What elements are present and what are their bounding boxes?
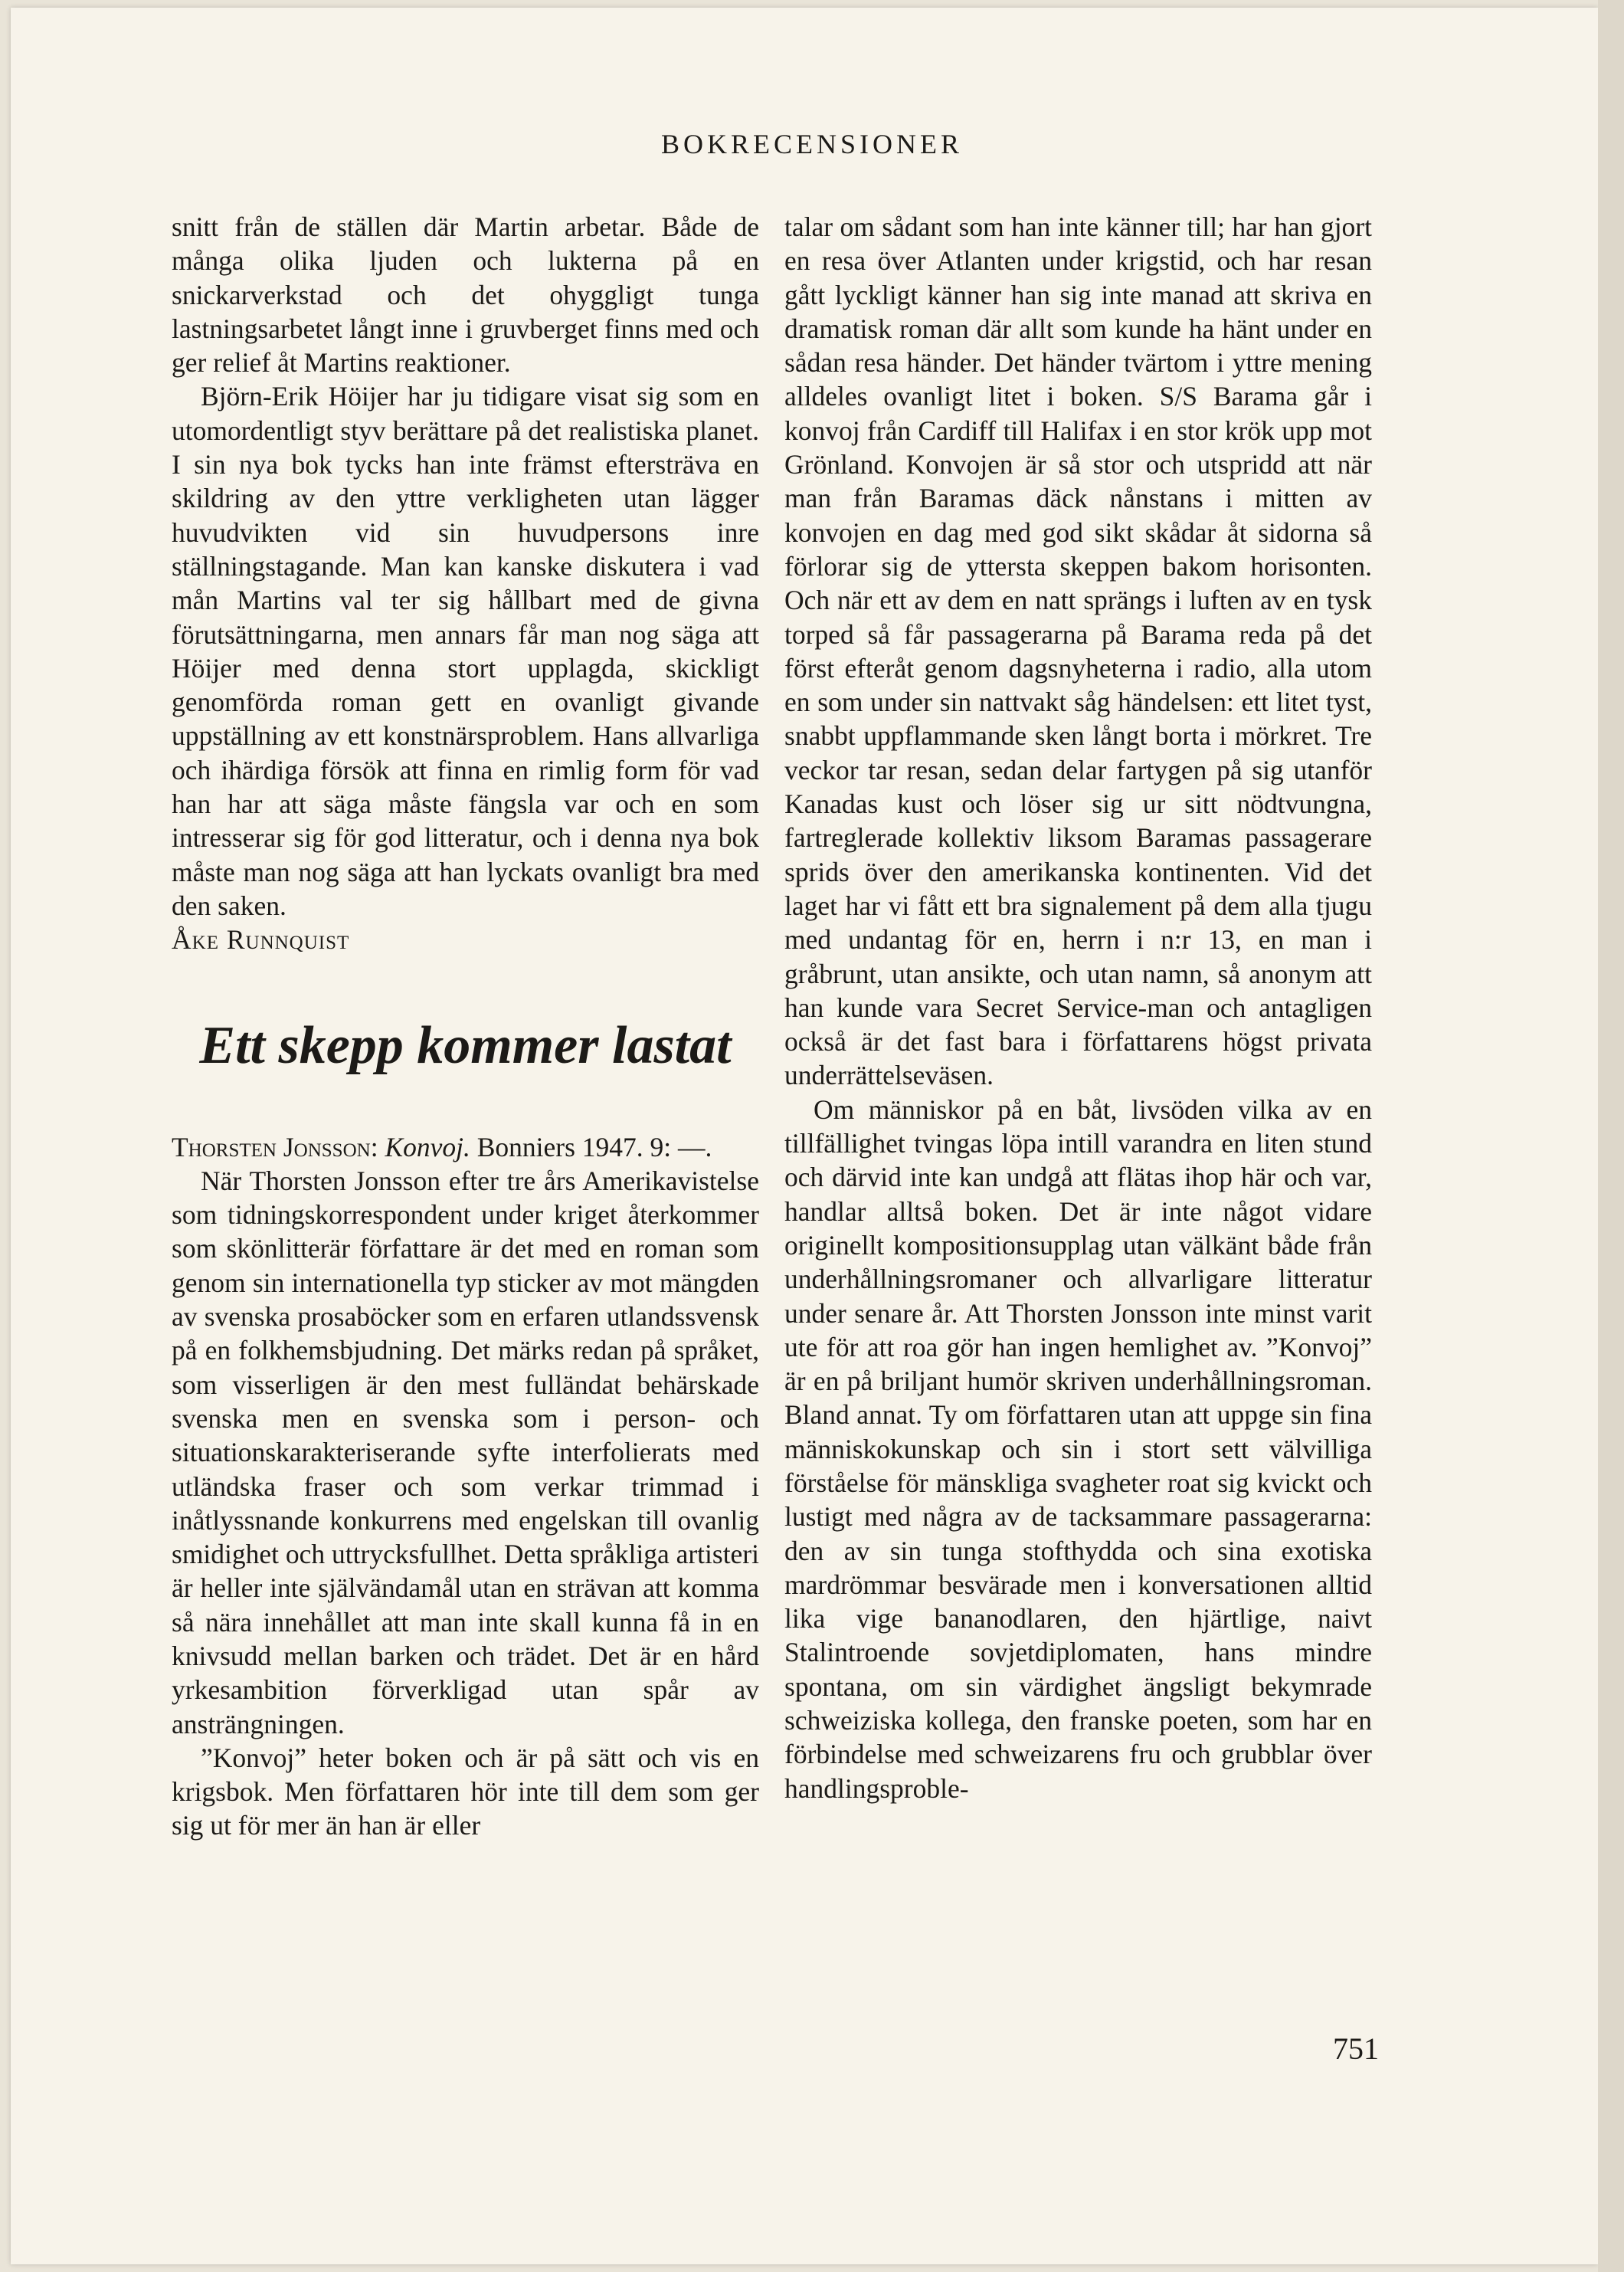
page-edge [1598, 0, 1624, 2272]
left-column [172, 210, 759, 1843]
right-column [784, 210, 1372, 1805]
bibliography-author: Thorsten Jonsson [172, 1131, 371, 1162]
bibliography-book: Konvoj. [385, 1131, 470, 1162]
running-head: BOKRECENSIONER [660, 129, 964, 159]
left-paragraph-1: snitt från de ställen där Martin arbetar. Både de många olika ljuden och lukterna på en snickarverkstad och det ohyggligt tunga lastningsarbetet långt inne i gruvberget finns med och ger relief åt Martins reaktioner. [172, 211, 759, 379]
bibliography-colon: : [370, 1131, 385, 1162]
left-paragraph-4: ”Konvoj” heter boken och är på sätt och vis en krigsbok. Men författaren hör inte till dem som ger sig ut för mer än han är eller [172, 1742, 759, 1841]
left-paragraph-2: Björn-Erik Höijer har ju tidigare visat sig som en utomordentligt styv berättare på det realistiska planet. I sin nya bok tycks han inte främst eftersträva en skildring av den yttre verkligheten utan lägger huvudvikten vid sin huvudpersons inre ställningstagande. Man kan kanske diskutera i vad mån Martins val ter sig hållbart med de givna förutsättningarna, men annars får man nog säga att Höijer med denna stort upplagda, skickligt genomförda roman gett en ovanligt givande uppställning av ett konstnärsproblem. Hans allvarliga och ihärdiga försök att finna en rimlig form för vad han har att säga måste fängsla var och en som intresserar sig för god litteratur, och i denna nya bok måste man nog säga att han lyckats ovanligt bra med den saken. [172, 381, 759, 921]
page-number: 751 [1333, 2031, 1379, 2066]
review-signature: Åke Runnquist [172, 924, 350, 956]
review-title: Ett skepp kommer lastat [199, 1015, 732, 1075]
bibliography-rest: Bonniers 1947. 9: —. [470, 1131, 712, 1162]
left-paragraph-3: När Thorsten Jonsson efter tre års Amerikavistelse som tidningskorrespondent under kriget återkommer som skönlitterär författare är det med en roman som genom sin internationella typ sticker av mot mängden av svenska prosaböcker som en erfaren utlandssvensk på en folkhemsbjudning. Det märks redan på språket, som visserligen är den mest fulländat behärskade svenska men en svenska som i person- och situationskarakteriserande syfte interfolierats med utländska fraser och som verkar trimmad i inåtlyssnande konkurrens med engelskan till ovanlig smidighet och uttrycksfullhet. Detta språkliga artisteri är heller inte självändamål utan en strävan att komma så nära innehållet att man inte skall kunna få in en knivsudd mellan barken och trädet. Det är en hård yrkesambition förverkligad utan spår av ansträngningen. [172, 1165, 759, 1739]
right-paragraph-2: Om människor på en båt, livsöden vilka av en tillfällighet tvingas löpa intill varandra en liten stund och därvid inte kan undgå att flätas ihop här och var, handlar alltså boken. Det är inte något vidare originellt kompositionsupplag utan välkänt både från underhållningsromaner och allvarligare litteratur under senare år. Att Thorsten Jonsson inte minst varit ute för att roa gör han ingen hemlighet av. ”Konvoj” är en på briljant humör skriven underhållningsroman. Bland annat. Ty om författaren utan att uppge sin fina människokunskap och sin i stort sett välvilliga förståelse för mänskliga svagheter roat sig kvickt och lustigt med några av de tacksammare passagerarna: den av sin tunga stofthydda och sina exotiska mardrömmar besvärade men i konversationen alltid lika vige bananodlaren, den hjärtlige, naivt Stalintroende sovjetdiplomaten, hans mindre spontana, om sin värdighet ängsligt bekymrade schweiziska kollega, den franske poeten, som har en förbindelse med schweizarens fru och grubblar över handlingsproble- [784, 1093, 1372, 1804]
bibliography [172, 1130, 759, 1164]
right-paragraph-1: talar om sådant som han inte känner till; har han gjort en resa över Atlanten under krigstid, och har resan gått lyckligt känner han sig inte manad att skriva en dramatisk roman där allt som kunde ha hänt under en sådan resa händer. Det händer tvärtom i yttre mening alldeles ovanligt litet i boken. S/S Barama går i konvoj från Cardiff till Halifax i en stor krök upp mot Grönland. Konvojen är så stor och utspridd att när man från Baramas däck nånstans i mitten av konvojen en dag med god sikt skådar åt sidorna så förlorar sig de yttersta skeppen bakom horisonten. Och när ett av dem en natt sprängs i luften av en tysk torped så får passagerarna på Barama reda på det först efteråt genom dagsnyheterna i radio, alla utom en som under sin nattvakt såg händelsen: ett litet tyst, snabbt uppflammande sken långt borta i mörkret. Tre veckor tar resan, sedan delar fartygen på sig utanför Kanadas kust och löser sig ur sitt nödtvungna, fartreglerade kollektiv liksom Baramas passagerare sprids över den amerikanska kontinenten. Vid det laget har vi fått ett bra signalement på dem alla tjugu med undantag för en, herrn i n:r 13, en man i gråbrunt, utan ansikte, och utan namn, så anonym att han kunde vara Secret Service-man och antagligen också är det fast bara i författarens högst privata underrättelseväsen. [784, 211, 1372, 1091]
